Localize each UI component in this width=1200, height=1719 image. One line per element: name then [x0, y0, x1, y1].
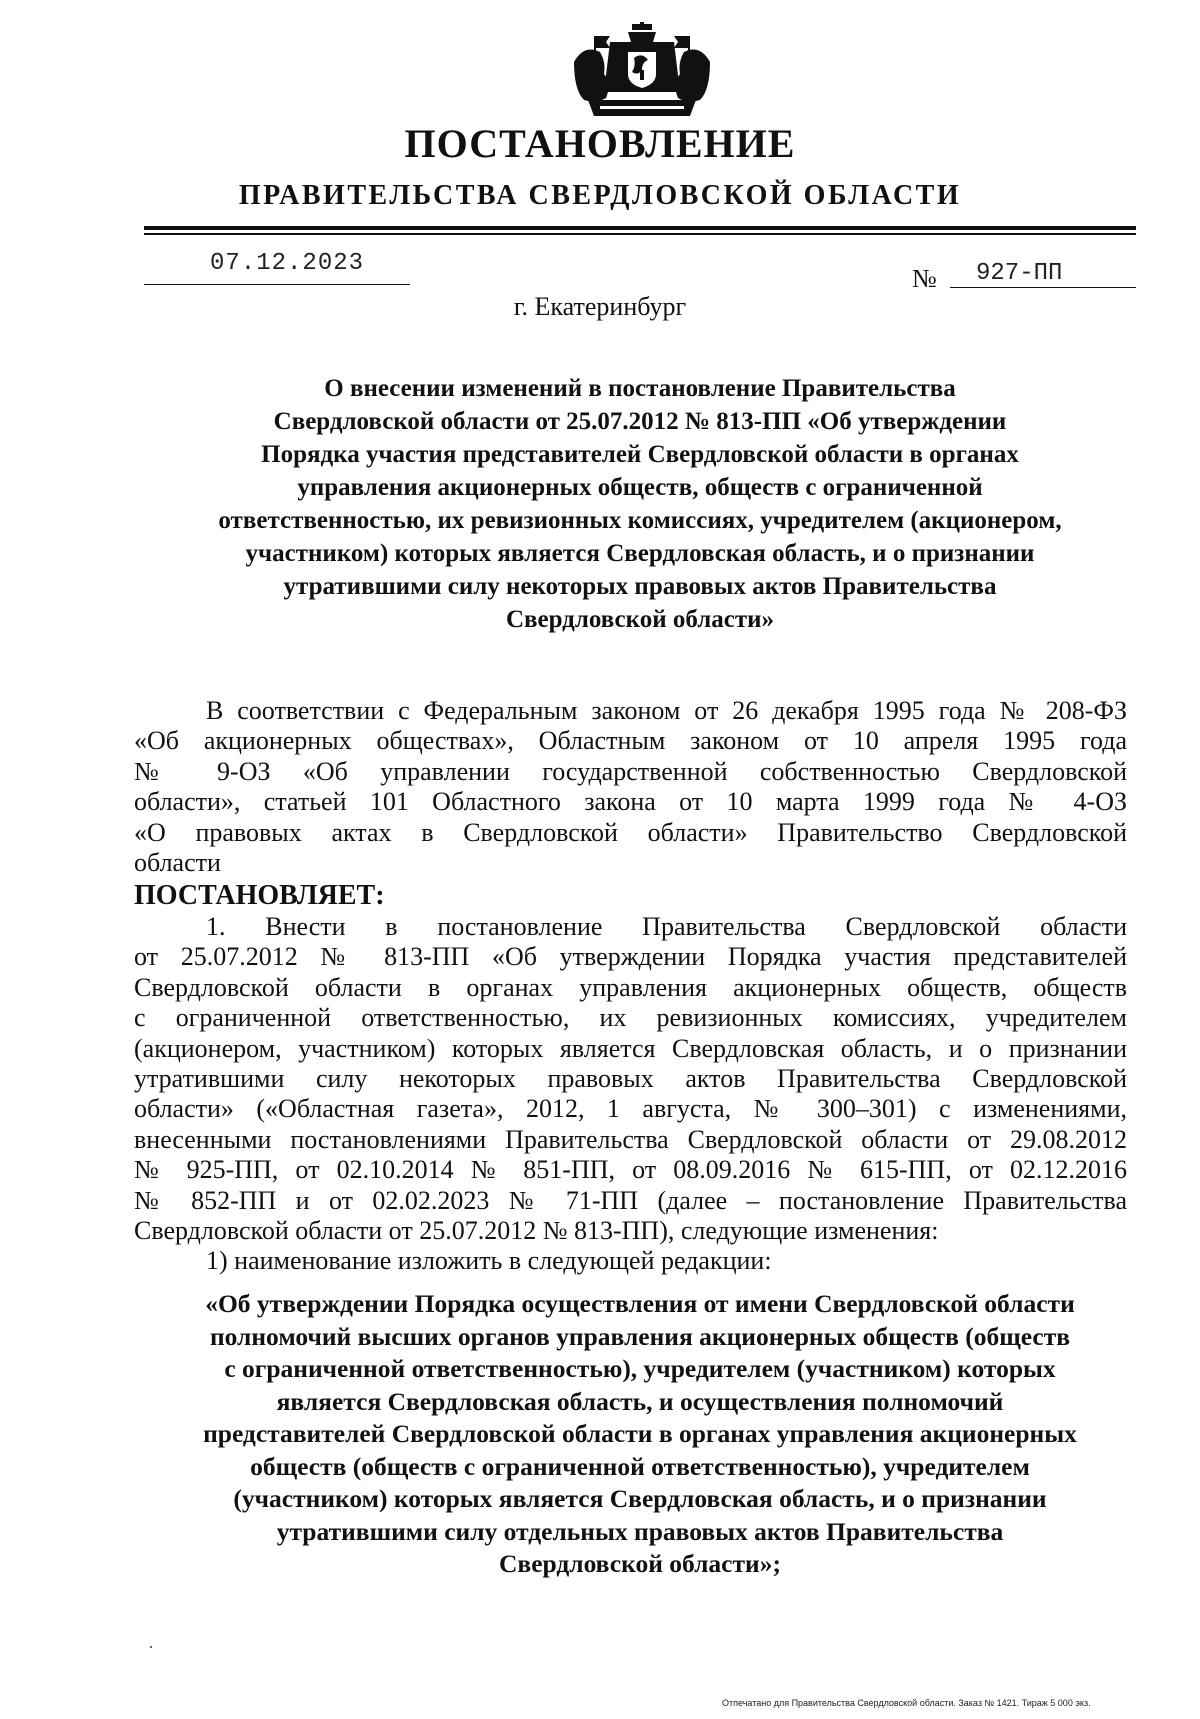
amended-title-line: утратившими силу отдельных правовых актов Правительства: [276, 1516, 1004, 1546]
document-heading: ПОСТАНОВЛЕНИЕ: [404, 121, 796, 166]
title-line: ответственностью, их ревизионных комиссиях, учредителем (акционером,: [218, 507, 1062, 534]
item-1-paragraph: [134, 912, 1127, 1277]
paragraph-line: Свердловской области в органах управления акционерных обществ, обществ: [134, 972, 1127, 1002]
paragraph-line: № 852-ПП и от 02.02.2023 № 71-ПП (далее – постановление Правительства: [134, 1185, 1127, 1215]
document-city: г. Екатеринбург: [513, 292, 687, 321]
paragraph-line: В соответствии с Федеральным законом от 26 декабря 1995 года № 208-ФЗ: [206, 696, 1127, 725]
title-line: участником) которых является Свердловская область, и о признании: [245, 540, 1035, 567]
print-footer: Отпечатано для Правительства Свердловской области. Заказ № 1421. Тираж 5 000 экз.: [722, 1698, 1091, 1708]
paragraph-line: № 9-ОЗ «Об управлении государственной собственностью Свердловской: [134, 756, 1127, 786]
paragraph-line: области» («Областная газета», 2012, 1 августа, № 300–301) с изменениями,: [134, 1094, 1127, 1124]
decree-word: ПОСТАНОВЛЯЕТ:: [134, 880, 385, 911]
amended-title: [150, 1288, 1130, 1581]
paragraph-line: от 25.07.2012 № 813-ПП «Об утверждении Порядка участия представителей: [134, 942, 1127, 972]
title-line: Свердловской области»: [505, 606, 775, 633]
amended-title-line: Свердловской области»;: [499, 1549, 781, 1578]
amended-title-line: полномочий высших органов управления акционерных обществ (обществ: [209, 1321, 1071, 1351]
paragraph-line: 1. Внести в постановление Правительства Свердловской области: [206, 912, 1127, 941]
title-line: управления акционерных обществ, обществ с ограниченной: [297, 474, 983, 501]
coat-of-arms-icon: [570, 22, 714, 120]
amended-title-line: является Свердловская область, и осуществления полномочий: [276, 1386, 1004, 1416]
document-subheading: ПРАВИТЕЛЬСТВА СВЕРДЛОВСКОЙ ОБЛАСТИ: [238, 180, 962, 211]
paragraph-line: № 925-ПП, от 02.10.2014 № 851-ПП, от 08.09.2016 № 615-ПП, от 02.12.2016: [134, 1155, 1127, 1185]
scan-speck: [150, 1646, 152, 1648]
preamble-paragraph: [134, 696, 1127, 878]
paragraph-line: Свердловской области от 25.07.2012 № 813-ПП), следующие изменения:: [134, 1216, 939, 1246]
title-line: Порядка участия представителей Свердловской области в органах: [261, 441, 1019, 468]
document-title: [150, 372, 1130, 636]
paragraph-line: утратившими силу некоторых правовых актов Правительства Свердловской: [134, 1064, 1127, 1094]
document-number: 927-ПП: [976, 260, 1063, 287]
amended-title-line: представителей Свердловской области в органах управления акционерных: [203, 1419, 1077, 1448]
amended-title-line: с ограниченной ответственностью), учредителем (участником) которых: [224, 1354, 1056, 1383]
header-rule-thin: [144, 233, 1136, 235]
subitem-1-line: 1) наименование изложить в следующей редакции:: [206, 1246, 772, 1276]
amended-title-line: «Об утверждении Порядка осуществления от имени Свердловской области: [205, 1289, 1075, 1318]
amended-title-line: (участником) которых является Свердловская область, и о признании: [233, 1484, 1047, 1513]
paragraph-line: области: [134, 848, 221, 878]
title-line: О внесении изменений в постановление Правительства: [324, 375, 956, 402]
title-line: Свердловской области от 25.07.2012 № 813-ПП «Об утверждении: [273, 408, 1007, 435]
paragraph-line: «Об акционерных обществах», Областным законом от 10 апреля 1995 года: [134, 726, 1127, 756]
paragraph-line: с ограниченной ответственностью, их ревизионных комиссиях, учредителем: [134, 1003, 1127, 1033]
amended-title-line: обществ (обществ с ограниченной ответственностью), учредителем: [250, 1451, 1030, 1481]
paragraph-line: (акционером, участником) которых является Свердловская область, и о признании: [134, 1033, 1127, 1063]
paragraph-line: области», статьей 101 Областного закона от 10 марта 1999 года № 4-ОЗ: [134, 787, 1127, 817]
number-underline: [950, 287, 1136, 288]
paragraph-line: внесенными постановлениями Правительства Свердловской области от 29.08.2012: [134, 1124, 1127, 1154]
document-date: 07.12.2023: [210, 250, 365, 277]
header-rule-thick: [144, 226, 1136, 230]
number-sign: №: [912, 264, 937, 293]
title-line: утратившими силу некоторых правовых актов Правительства: [283, 573, 997, 600]
paragraph-line: «О правовых актах в Свердловской области» Правительство Свердловской: [134, 817, 1127, 847]
date-underline: [144, 284, 410, 285]
